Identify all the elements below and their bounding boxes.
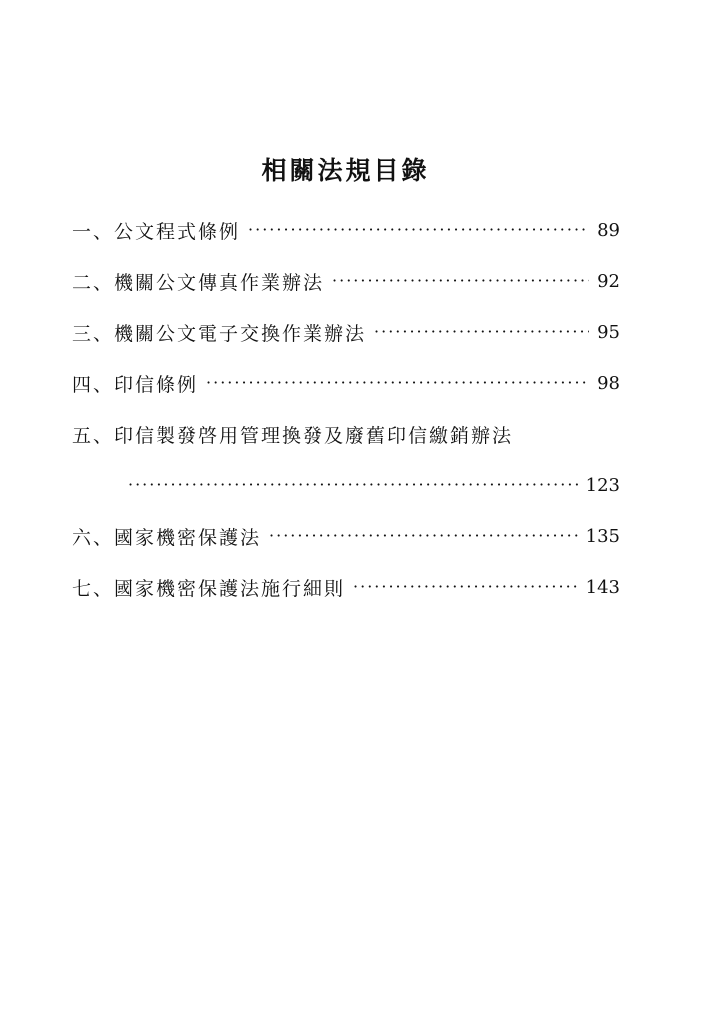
table-of-contents xyxy=(72,212,620,620)
toc-entry xyxy=(72,518,620,554)
toc-entry xyxy=(72,569,620,605)
toc-entry-page: 143 xyxy=(585,576,620,598)
toc-entry-page: 89 xyxy=(597,219,620,241)
toc-entry-page: 98 xyxy=(597,372,620,394)
toc-entry xyxy=(72,416,620,452)
toc-entry xyxy=(72,263,620,299)
toc-entry-label: 三、機關公文電子交換作業辦法 xyxy=(72,322,367,345)
toc-entry-label: 一、公文程式條例 xyxy=(72,220,241,243)
toc-entry-label: 六、國家機密保護法 xyxy=(72,526,262,549)
dot-leader xyxy=(128,467,578,503)
dot-leader xyxy=(206,365,589,401)
dot-leader xyxy=(248,212,589,248)
toc-entry xyxy=(72,212,620,248)
toc-entry-page: 92 xyxy=(597,270,620,292)
toc-entry-page: 135 xyxy=(585,525,620,547)
toc-entry xyxy=(72,314,620,350)
dot-leader xyxy=(374,314,589,350)
toc-entry-page: 123 xyxy=(585,474,620,496)
toc-entry-label: 五、印信製發啓用管理換發及廢舊印信繳銷辦法 xyxy=(72,424,514,447)
toc-entry-label: 四、印信條例 xyxy=(72,373,199,396)
toc-entry xyxy=(72,365,620,401)
toc-entry-continuation xyxy=(72,467,620,503)
dot-leader xyxy=(332,263,589,299)
toc-entry-page: 95 xyxy=(597,321,620,343)
toc-entry-label: 七、國家機密保護法施行細則 xyxy=(72,577,346,600)
toc-entry-label: 二、機關公文傳真作業辦法 xyxy=(72,271,325,294)
page-title: 相關法規目錄 xyxy=(261,156,430,185)
dot-leader xyxy=(353,569,578,605)
dot-leader xyxy=(269,518,578,554)
